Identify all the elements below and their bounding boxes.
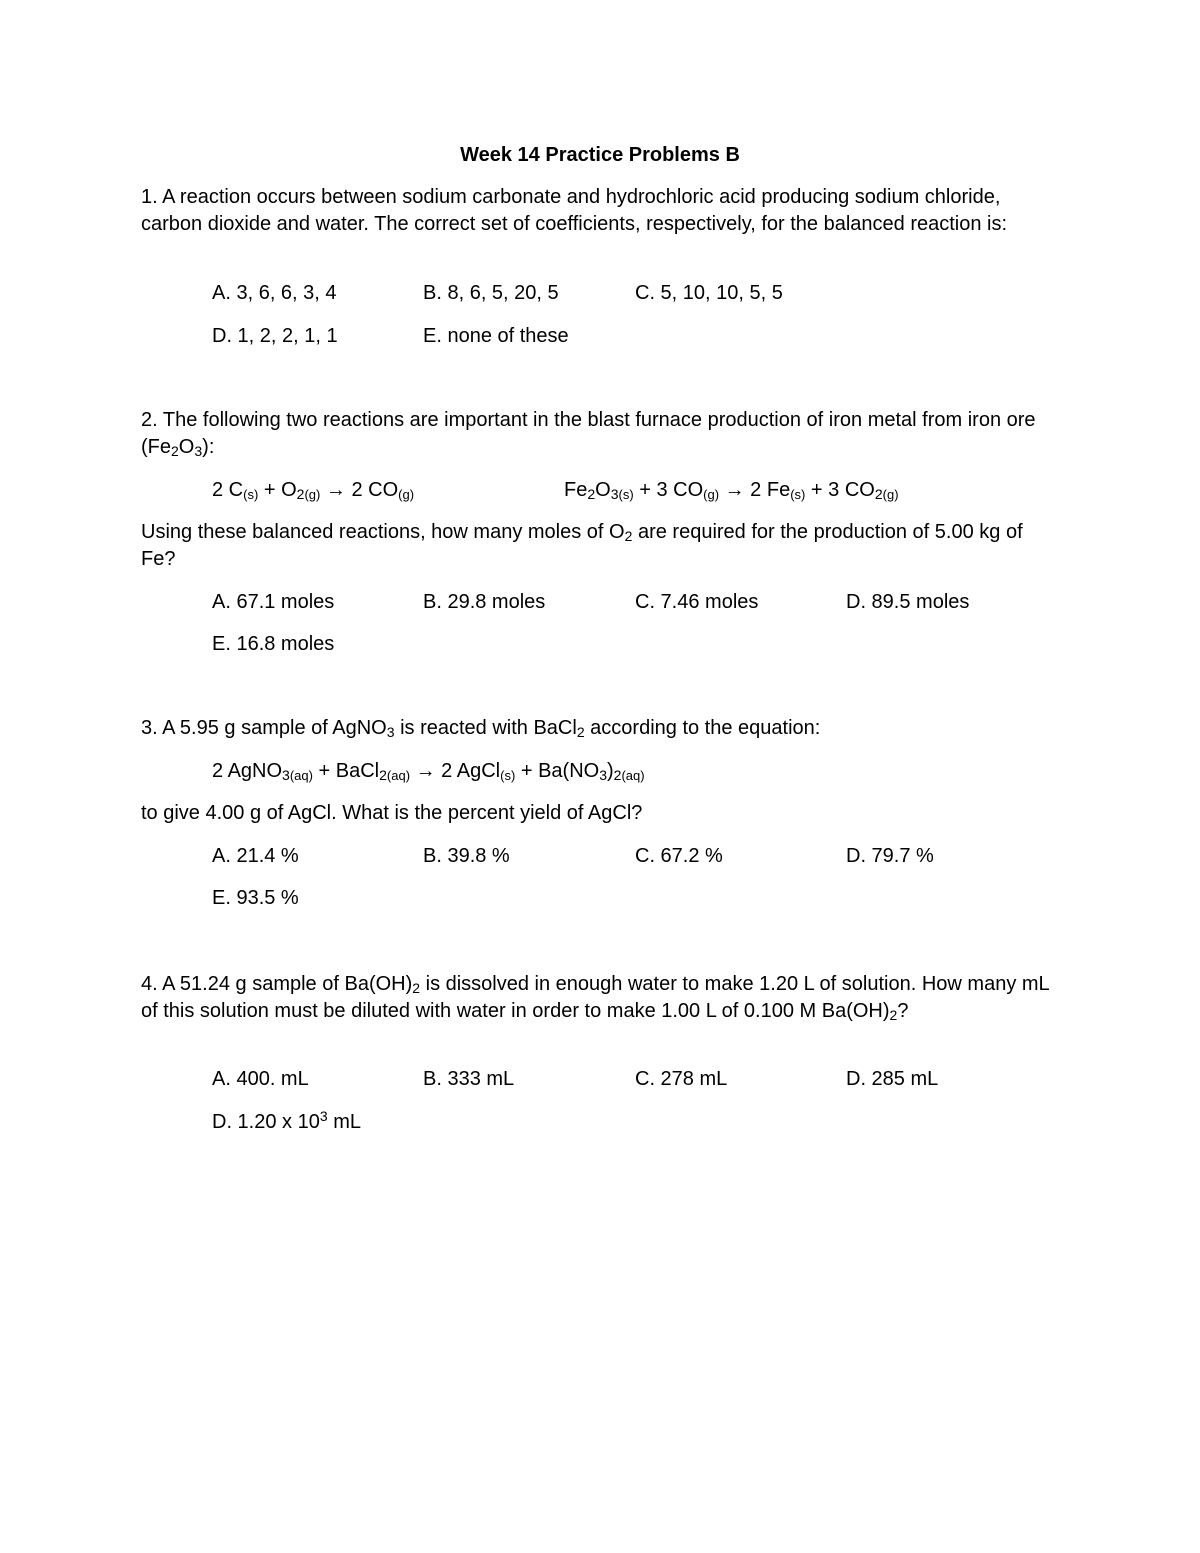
question-2-intro: 2. The following two reactions are important in the blast furnace production of iron metal from iron ore $(Fe_2O_3)$: xyxy=(141,409,1036,459)
q2-option-e: E. 16.8 moles xyxy=(212,633,335,655)
q2-option-b: B. 29.8 moles xyxy=(423,591,546,613)
q3-option-d: D. 79.7 % xyxy=(846,845,934,867)
q1-option-b: B. 8, 6, 5, 20, 5 xyxy=(423,282,559,304)
reaction-arrow-icon: → xyxy=(320,479,352,501)
q4-option-e: D. 1.20 x $10^3$ mL xyxy=(212,1108,361,1133)
q2-option-d: D. 89.5 moles xyxy=(846,591,970,613)
q2-option-a: A. 67.1 moles xyxy=(212,591,335,613)
question-4-text: 4. A 51.24 g sample of $Ba(OH)_2$ is dissolved in enough water to make 1.20 L of solution. How many mL of this solution must be diluted with water in order to make 1.00 L of 0.100 M $Ba(OH)_2$? xyxy=(141,973,1049,1023)
reaction-arrow-icon: → xyxy=(410,760,442,782)
q2-equation-2: $Fe_2O_3(s) + 3$ CO(g) → 2 Fe(s) + 3 $CO_2(g)$ xyxy=(564,479,899,502)
question-3-intro: 3. A 5.95 g sample of AgNO$_3$ is reacted with BaCl$_2$ according to the equation: xyxy=(141,717,821,740)
page-title: Week 14 Practice Problems B xyxy=(460,144,740,166)
q1-option-a: A. 3, 6, 6, 3, 4 xyxy=(212,282,337,304)
q3-option-c: C. 67.2 % xyxy=(635,845,723,867)
q3-equation: 2 AgNO$_3$(aq) + BaCl$_2$(aq) → 2 AgCl(s) + $Ba(NO_3)_2(aq)$ xyxy=(212,760,645,783)
question-3-text: to give 4.00 g of AgCl. What is the percent yield of AgCl? xyxy=(141,802,643,824)
q1-option-e: E. none of these xyxy=(423,325,569,347)
q2-equation-1: 2 $C(s) + O_2(g) \to 2$ CO(g) xyxy=(212,479,415,502)
q4-option-d: D. 285 mL xyxy=(846,1068,939,1090)
q1-option-c: C. 5, 10, 10, 5, 5 xyxy=(635,282,783,304)
q2-option-c: C. 7.46 moles xyxy=(635,591,759,613)
q3-option-e: E. 93.5 % xyxy=(212,887,299,909)
question-1-text: 1. A reaction occurs between sodium carbonate and hydrochloric acid producing sodium chloride, carbon dioxide and water. The correct set of coefficients, respectively, for the balanced reaction is: xyxy=(141,186,1008,235)
question-2-text: Using these balanced reactions, how many moles of $O_2$ are required for the production of 5.00 kg of Fe? xyxy=(141,521,1023,570)
q3-option-b: B. 39.8 % xyxy=(423,845,510,867)
q1-option-d: D. 1, 2, 2, 1, 1 xyxy=(212,325,338,347)
reaction-arrow-icon: → xyxy=(719,479,751,501)
q4-option-a: A. 400. mL xyxy=(212,1068,309,1090)
q3-option-a: A. 21.4 % xyxy=(212,845,299,867)
q4-option-c: C. 278 mL xyxy=(635,1068,728,1090)
q4-option-b: B. 333 mL xyxy=(423,1068,515,1090)
